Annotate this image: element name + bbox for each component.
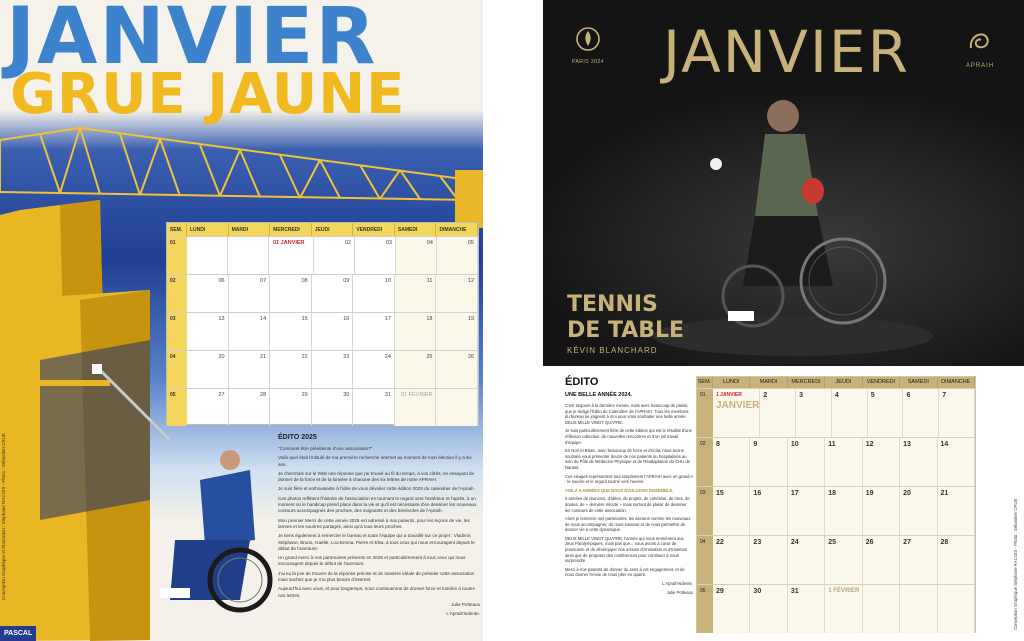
- day-cell: [187, 237, 228, 274]
- right-calendar-header: [697, 377, 975, 388]
- col-header: DIMANCHE: [938, 377, 975, 388]
- sport-title: [567, 292, 684, 344]
- day-cell: 14: [229, 313, 271, 350]
- edito-paragraph: Mon premier Merci de cette année 2025 est adressé à nos patients, pour les leçons de vie, les larmes et les sourires partagés, ainsi qu'à tous leurs proches.: [278, 517, 470, 529]
- edito-signature: Julie Potteaux: [666, 589, 693, 595]
- day-cell: 26: [863, 536, 900, 584]
- right-month-title: JANVIER: [663, 18, 910, 86]
- edito-paragraph: Aujourd'hui avec vous, et pour longtemps, nous continuerons de donner force et lumière à toutes nos lettres.: [278, 586, 475, 598]
- day-cell: 19: [436, 313, 478, 350]
- edito-signature-role: L'Apraih'sidente.: [446, 611, 480, 617]
- apraih-logo: [955, 26, 1005, 69]
- week-number: 01: [167, 237, 187, 274]
- flame-icon: [575, 26, 601, 52]
- edito-paragraph: Merci à nos patients de donner du sens à cet engagement, et de nous donner l'envie de nous plier en quatre.: [565, 566, 685, 578]
- col-header: JEUDI: [312, 223, 354, 236]
- day-cell: [938, 585, 975, 633]
- day-cell-next-month: 1 FÉVRIER: [825, 585, 862, 633]
- athlete-head: [767, 100, 799, 132]
- athlete-shirt: [755, 134, 818, 216]
- day-cell: [228, 237, 269, 274]
- day-cell: 16: [312, 313, 354, 350]
- day-cell: 30: [750, 585, 787, 633]
- paris-logo-text: PARIS 2024: [571, 59, 605, 65]
- edito-signature: Julie Potteaux: [451, 601, 480, 607]
- day-cell: 18: [395, 313, 437, 350]
- day-cell: 24: [788, 536, 825, 584]
- day-cell: 09: [312, 275, 354, 312]
- left-calendar-page: [0, 0, 483, 641]
- paris-2024-logo: [563, 26, 613, 65]
- day-cell: 14: [938, 438, 975, 486]
- day-cell: 22: [713, 536, 750, 584]
- day-cell: 21: [229, 351, 271, 388]
- week-number: 05: [697, 585, 713, 633]
- edito-paragraph: En Noir et Blanc, avec beaucoup de force et d'éclat, nous avons souhaité vous présenter douze de nos patients ou hospitalisés au sein du Pôle de Médecine Physique et de Réadaptation du CHU de Nantes.: [565, 448, 691, 470]
- edito-paragraph: DEUX MILLE VINGT QUATRE, l'année qui nous emmènera aux Jeux Paralympiques, mais pas que... nous avons à cœur de poursuivre et de développer nos actions d'Animation et d'Insertion ainsi que de proposer des conférences pour continuer à nous surprendre.: [565, 535, 688, 564]
- edito-paragraph: Je cherchais sur le Web une réponse que j'ai trouvé au fil du temps, à vos côtés, en essayant de donner de la force et de la lumière à chacune des six lettres de notre APRAIH.: [278, 470, 475, 483]
- week-number: 02: [167, 275, 187, 312]
- day-cell: 11: [825, 438, 862, 486]
- day-cell: 08: [270, 275, 312, 312]
- day-cell: [436, 389, 478, 426]
- day-cell: 9: [750, 438, 787, 486]
- calendar-week-row: [697, 535, 975, 584]
- day-cell: 16: [750, 487, 787, 535]
- calendar-week-row: [697, 486, 975, 535]
- edito-paragraph: Un grand merci à nos partenaires présents en 2025 et particulièrement à tous ceux qui nous encouragent depuis le début de l'aventure.: [278, 555, 466, 567]
- day-cell: 31: [353, 389, 395, 426]
- edito-title: ÉDITO: [565, 376, 599, 388]
- day-cell: 06: [187, 275, 229, 312]
- edito-paragraph: Voilà quel était l'intitulé de ma première recherche internet au moment de mon élection il y a six ans.: [278, 455, 472, 467]
- week-number: 03: [167, 313, 187, 350]
- day-cell: 25: [825, 536, 862, 584]
- first-day-label: 1 JANVIER: [716, 392, 742, 398]
- day-cell: 5: [868, 389, 904, 437]
- calendar-week-row: [167, 274, 478, 312]
- day-cell: 13: [900, 438, 937, 486]
- day-cell: 23: [312, 351, 354, 388]
- calendar-week-row: [167, 350, 478, 388]
- calendar-week-row: [697, 388, 975, 437]
- sport-title-line: TENNIS: [567, 292, 658, 317]
- day-cell-first: [713, 389, 760, 437]
- edito-paragraph: 5 années de réunions, d'idées, de projets, de cohésion, de rires, de doutes, de « dernière minute » mais surtout de plaisir de dessiner les contours de cette association.: [565, 496, 690, 513]
- col-header: SEM.: [697, 377, 713, 388]
- edito-paragraph: J'ai eu la joie de trouver de la réponse précise et de manière idéale de présider cette association mais sachez que je n'ai plus besoin d'internet.: [278, 570, 475, 583]
- calendar-week-row: [167, 388, 478, 426]
- edito-subtitle: UNE BELLE ANNÉE 2024.: [565, 392, 633, 398]
- big-month-label: JANVIER: [716, 400, 760, 411]
- paddle-icon: [802, 178, 824, 204]
- edito-title: ÉDITO 2025: [278, 434, 317, 441]
- left-subject-title: GRUE JAUNE: [10, 62, 406, 127]
- person-torso: [200, 470, 255, 545]
- day-cell-next-month: 01 FÉVRIER: [395, 389, 437, 426]
- day-cell: 4: [832, 389, 868, 437]
- col-header: MARDI: [229, 223, 271, 236]
- day-cell: 20: [187, 351, 229, 388]
- week-number: 02: [697, 438, 713, 486]
- day-cell: 7: [939, 389, 975, 437]
- athlete-name: KÉVIN BLANCHARD: [567, 346, 658, 355]
- day-cell: 20: [900, 487, 937, 535]
- day-cell-first: 01 JANVIER: [269, 237, 314, 274]
- athlete-shoes: [728, 311, 754, 321]
- apraih-swirl-icon: [965, 26, 995, 56]
- col-header: JEUDI: [825, 377, 862, 388]
- day-cell: 25: [395, 351, 437, 388]
- person-head: [220, 450, 240, 470]
- day-cell: 27: [187, 389, 229, 426]
- col-header: DIMANCHE: [436, 223, 478, 236]
- calendar-week-row: [697, 437, 975, 486]
- left-calendar-grid: [166, 222, 479, 425]
- day-cell: [863, 585, 900, 633]
- col-header: SEM.: [167, 223, 187, 236]
- calendar-week-row: [167, 236, 478, 274]
- edito-paragraph: Alors je remercie nos partenaires, les anciens comme les nouveaux de nous accompagner, de nous soutenir et de nous permettre de donner vie à cette dynamique.: [565, 516, 691, 533]
- week-number: 04: [167, 351, 187, 388]
- day-cell: 13: [187, 313, 229, 350]
- calendar-week-row: [167, 312, 478, 350]
- sport-title-line: DE TABLE: [567, 318, 685, 343]
- day-cell: 12: [863, 438, 900, 486]
- day-cell: 21: [938, 487, 975, 535]
- day-cell: 6: [903, 389, 939, 437]
- calendar-week-row: [697, 584, 975, 633]
- col-header: VENDREDI: [353, 223, 395, 236]
- day-cell: [900, 585, 937, 633]
- edito-paragraph: Je suis fière et enthousiaste à l'idée de vous dévoiler cette édition 2025 du calendrier de l'Apraih.: [278, 486, 475, 492]
- day-cell: 8: [713, 438, 750, 486]
- day-cell: 02: [314, 237, 355, 274]
- person-shoes: [160, 588, 190, 598]
- day-cell: 22: [270, 351, 312, 388]
- day-cell: 07: [229, 275, 271, 312]
- edito-paragraph: Je tiens également à remercier le bureau et toute l'équipe qui a travaillé sur ce projet : Vladimir, Stéphane, Bruno, Gaëlle, Lou-Emma, Pierre et Elsa, à tous ceux qui nous encouragent depuis le début de l'aventure.: [278, 533, 475, 551]
- col-header: MERCREDI: [270, 223, 312, 236]
- edito-highlight: VOILÀ 5 ANNÉES QUE NOUS ÉVOLUONS ENSEMBLE.: [565, 487, 674, 493]
- day-cell: 31: [788, 585, 825, 633]
- col-header: LUNDI: [713, 377, 750, 388]
- left-name-badge: PASCAL: [0, 626, 36, 641]
- day-cell: 2: [760, 389, 796, 437]
- day-cell: 27: [900, 536, 937, 584]
- day-cell: 03: [355, 237, 396, 274]
- col-header: MERCREDI: [788, 377, 825, 388]
- day-cell: 15: [713, 487, 750, 535]
- week-number: 01: [697, 389, 713, 437]
- day-cell: 28: [229, 389, 271, 426]
- day-cell: 23: [750, 536, 787, 584]
- day-cell: 12: [436, 275, 478, 312]
- athlete-legs: [743, 216, 833, 286]
- left-edito-block: [278, 434, 480, 621]
- col-header: MARDI: [750, 377, 787, 388]
- left-month-title: JANVIER: [6, 0, 378, 82]
- edito-paragraph: Ces visages représentent tout simplement l'APRAIH avec un grand A : le sourire et le regard tourné vers l'avenir.: [565, 473, 693, 485]
- right-credit-line: Conception Graphique Stéphane RACOIS - Photo : Sébastien CRUE: [1013, 498, 1018, 630]
- day-cell: 29: [713, 585, 750, 633]
- day-cell: 3: [796, 389, 832, 437]
- day-cell: 15: [270, 313, 312, 350]
- col-header: VENDREDI: [863, 377, 900, 388]
- edito-paragraph: "Comment être présidente d'une association?": [278, 446, 373, 451]
- week-number: 03: [697, 487, 713, 535]
- day-cell: 28: [938, 536, 975, 584]
- left-calendar-header: [167, 223, 478, 236]
- col-header: SAMEDI: [395, 223, 437, 236]
- day-cell: 18: [825, 487, 862, 535]
- day-cell: 17: [353, 313, 395, 350]
- right-calendar-page: [543, 0, 1024, 641]
- col-header: LUNDI: [187, 223, 229, 236]
- week-number: 04: [697, 536, 713, 584]
- ball-icon: [710, 158, 722, 170]
- crane-counterweight: [455, 170, 483, 228]
- day-cell: 26: [436, 351, 478, 388]
- edito-paragraph: Je suis particulièrement fière de cette édition qui est le résultat d'une réflexion collective, de nouvelles rencontres et d'un joli travail d'équipe.: [565, 428, 692, 445]
- day-cell: 29: [270, 389, 312, 426]
- day-cell: 11: [395, 275, 437, 312]
- day-cell: 10: [788, 438, 825, 486]
- right-calendar-grid: [696, 376, 976, 633]
- day-cell: 04: [396, 237, 437, 274]
- col-header: SAMEDI: [900, 377, 937, 388]
- edito-paragraph: C'est toujours à la dernière minute, mais avec beaucoup de plaisir, que je rédige l'Édito du Calendrier de l'APRAIH. Tous les membres du bureau se joignent à moi pour vous souhaiter une belle année DEUX MILLE VINGT QUATRE.: [565, 403, 689, 425]
- apraih-logo-text: APRAIH: [965, 63, 995, 69]
- day-cell: 05: [437, 237, 478, 274]
- day-cell: 19: [863, 487, 900, 535]
- edito-paragraph: Ces photos reflètent l'histoire de l'association en tournant le regard vers l'extérieur et l'après, à un moment où le handicap prend place dans la vie et qu'il est nécessaire d'en dessiner les nouveaux contours accompagnés des proches, des soignants et des bénévoles de l'Apraih.: [278, 495, 477, 514]
- edito-signature-role: L'Apraih'sidente,: [662, 581, 693, 587]
- right-edito-block: [565, 376, 693, 598]
- crane-jib: [0, 128, 470, 200]
- week-number: 05: [167, 389, 187, 426]
- day-cell: 10: [353, 275, 395, 312]
- day-cell: 17: [788, 487, 825, 535]
- right-bottom-panel: [543, 366, 1024, 641]
- day-cell: 30: [312, 389, 354, 426]
- day-cell: 24: [353, 351, 395, 388]
- left-credit-line: Conception Graphique et Illustration : Stéphane RACOIS - Photo : Sébastien CRUE: [1, 433, 6, 600]
